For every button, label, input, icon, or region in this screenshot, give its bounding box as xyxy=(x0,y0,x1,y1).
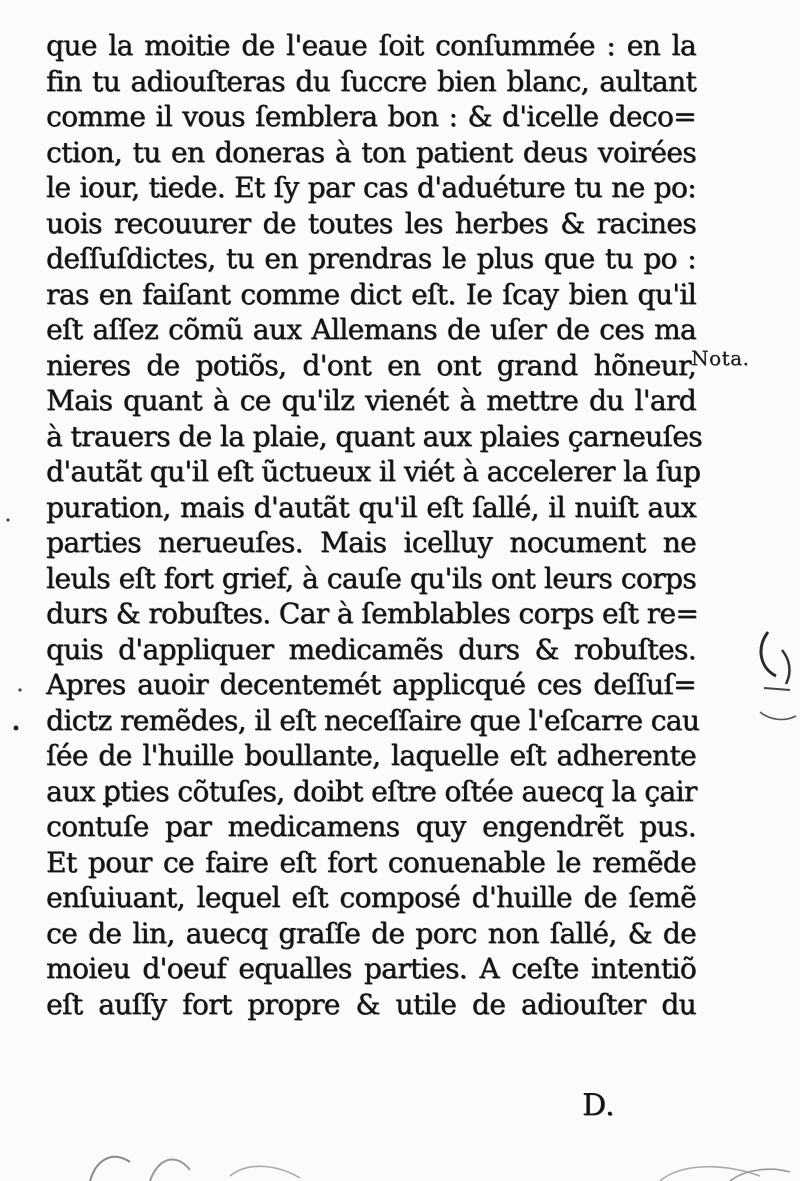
text-line: eſt aſſez cõmũ aux Allemans de uſer de ces ma xyxy=(46,313,696,346)
text-line: fin tu adiouſteras du ſuccre bien blanc, aultant xyxy=(46,64,696,98)
text-line: nieres de potiõs, d'ont en ont grand hõneur, xyxy=(46,348,696,382)
bleed-stroke xyxy=(782,650,789,684)
text-line: Mais quant à ce qu'ilz vienét à mettre du l'ard xyxy=(46,384,696,417)
text-line: deſſuſdictes, tu en prendras le plus que tu po : xyxy=(46,242,696,275)
bleed-stroke xyxy=(230,1166,300,1178)
text-line: moieu d'oeuf equalles parties. A ceſte intentiõ xyxy=(46,952,696,985)
text-line: ction, tu en doneras à ton patient deus voirées xyxy=(46,135,696,169)
bleed-stroke xyxy=(760,712,796,719)
bleed-stroke xyxy=(730,1169,790,1181)
text-line: quis d'appliquer medicamẽs durs & robuſtes. xyxy=(46,632,696,666)
text-line: comme il vous ſemblera bon : & d'icelle deco= xyxy=(46,100,696,133)
ink-speck xyxy=(7,519,10,522)
bleed-stroke xyxy=(761,632,776,676)
text-line: d'autãt qu'il eſt ũctueux il viét à accelerer la ſup xyxy=(46,455,701,488)
bleed-stroke xyxy=(90,1157,130,1181)
body-text xyxy=(46,28,702,1022)
text-line: ſée de l'huille boullante, laquelle eſt adherente xyxy=(46,739,696,772)
text-line: contuſe par medicamens quy engendrẽt pus. xyxy=(46,810,696,843)
text-line: Et pour ce faire eſt fort conuenable le remẽde xyxy=(46,845,696,879)
text-line: le iour, tiede. Et ſy par cas d'aduéture tu ne po: xyxy=(46,171,696,204)
bleed-stroke xyxy=(764,688,790,690)
text-line: eſt auſſy fort propre & utile de adiouſter du xyxy=(46,987,696,1021)
bleed-stroke xyxy=(150,1159,190,1181)
bleed-stroke xyxy=(660,1167,760,1181)
text-line: durs & robuſtes. Car à ſemblables corps eſt re= xyxy=(46,597,699,630)
text-line: ce de lin, auecq graſſe de porc non ſallé, & de xyxy=(46,916,696,950)
margin-note: Nota. xyxy=(691,346,750,370)
ink-speck xyxy=(14,726,19,731)
signature-mark: D. xyxy=(582,1088,615,1123)
text-line: puration, mais d'autãt qu'il eſt ſallé, il nuiſt aux xyxy=(46,490,696,524)
text-line: parties nerueuſes. Mais icelluy nocument ne xyxy=(46,526,696,559)
ink-speck xyxy=(18,688,21,691)
text-line: leuls eſt fort grief, à cauſe qu'ils ont leurs corps xyxy=(46,561,696,595)
text-line: enſuiuant, lequel eſt composé d'huille de ſemẽ xyxy=(46,881,696,914)
text-line: dictz remẽdes, il eſt neceſſaire que l'eſcarre cau xyxy=(46,703,700,737)
text-line: Apres auoir decentemét applicqué ces deſſuſ= xyxy=(46,668,696,701)
text-line: que la moitie de l'eaue ſoit conſummée : en la xyxy=(46,29,696,62)
text-line: à trauers de la plaie, quant aux plaies çarneuſes xyxy=(46,419,702,453)
text-line: ras en faiſant comme dict eſt. Ie ſcay bien qu'il xyxy=(46,277,696,311)
text-line: aux ꝑties cõtuſes, doibt eſtre oſtée auecq la çair xyxy=(46,774,697,808)
text-line: uois recouurer de toutes les herbes & racines xyxy=(46,206,696,240)
